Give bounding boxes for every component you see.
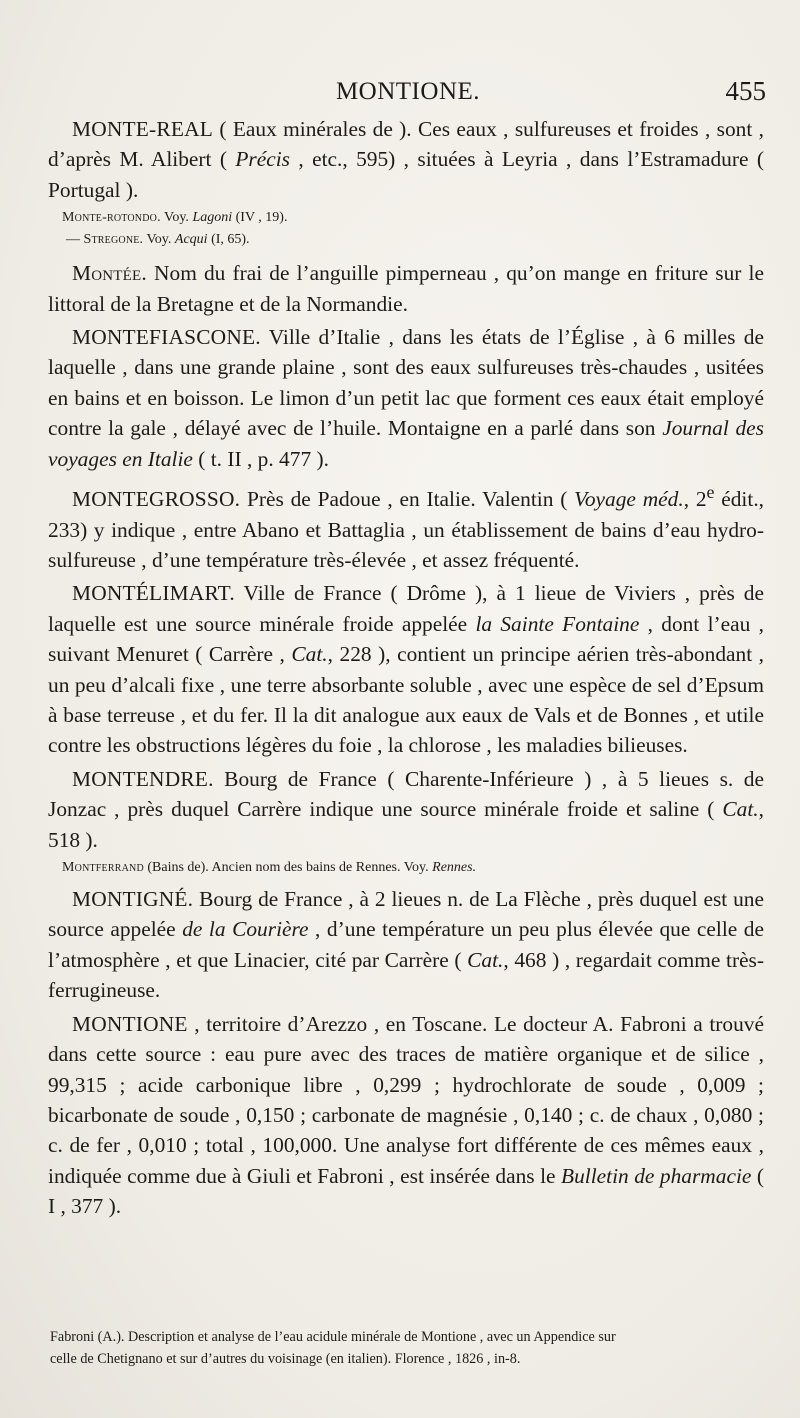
entry-italic: Cat. xyxy=(722,797,759,822)
entry-text: ( Eaux minérales de ). Ces eaux , sulfureuses et froides , sont , d’après M. Alibert ( xyxy=(48,117,764,172)
entry-montelimart xyxy=(48,578,764,760)
footnote xyxy=(50,1326,766,1370)
entry-text: Voy. xyxy=(160,210,193,226)
entry-italic: Précis xyxy=(235,147,290,172)
entry-italic: Journal des voyages en Italie xyxy=(48,416,764,471)
entry-italic: Rennes. xyxy=(432,860,477,876)
entry-headword: MONTIONE xyxy=(72,1011,188,1036)
entry-text: Bourg de France ( Charente-Inférieure ) , à 5 lieues s. de Jonzac , près duquel Carrère indique une source minérale froide et saline ( xyxy=(48,766,764,822)
entry-headword: Stregone. xyxy=(83,232,144,248)
entry-italic: de la Courière xyxy=(182,917,309,942)
entry-text: (I, 65). xyxy=(207,232,250,248)
entry-headword: MONTIGNÉ. xyxy=(72,887,194,912)
entry-headword: Monte-rotondo. xyxy=(62,210,161,226)
entry-text: (IV , 19). xyxy=(232,210,288,226)
entry-montione xyxy=(48,1009,764,1222)
entry-text: , dont l’eau , suivant Menuret ( Carrère , xyxy=(48,611,764,667)
entry-text: , 468 ) , regardait comme très-ferrugineuse. xyxy=(48,947,765,1003)
entry-text: , territoire d’Arezzo , en Toscane. Le docteur A. Fabroni a trouvé dans cette source : eau pure avec des traces de matière organique et de silice , 99,315 ; acide carbonique libre , 0,299 ; hydrochlorate de soude , 0,009 ; bicarbonate de soude , 0,150 ; carbonate de magnésie , 0,140 ; c. de chaux , 0,080 ; c. de fer , 0,010 ; total , 100,000. Une analyse fort différente de ces mêmes eaux , indiquée comme due à Giuli et Fabroni , est insérée dans le xyxy=(48,1011,764,1188)
entry-stregone xyxy=(48,230,764,250)
page-header xyxy=(48,78,768,112)
entry-dash: — xyxy=(66,232,84,248)
entry-headword: MONTEFIASCONE. xyxy=(72,325,261,350)
entry-headword: Montée. xyxy=(72,261,147,286)
entry-text: , 518 ). xyxy=(48,797,764,852)
entry-montendre xyxy=(48,764,764,855)
footnote-line: Fabroni (A.). Description et analyse de l’eau acidule minérale de Montione , avec un Appendice sur xyxy=(50,1329,616,1345)
entry-text: Nom du frai de l’anguille pimperneau , qu’on mange en friture sur le littoral de la Bretagne et de la Normandie. xyxy=(48,261,764,316)
entry-text: Ville de France ( Drôme ), à 1 lieue de Viviers , près de laquelle est une source minérale froide appelée xyxy=(48,581,764,636)
entry-monte-real xyxy=(48,114,764,205)
entry-headword: Montferrand xyxy=(62,860,144,876)
entry-montigne xyxy=(48,884,764,1006)
entry-montegrosso xyxy=(48,477,764,575)
entry-text: (Bains de). Ancien nom des bains de Rennes. Voy. xyxy=(143,860,433,876)
entry-headword: MONTEGROSSO. xyxy=(72,487,241,512)
entry-text: , 228 ), contient un principe aérien très-abondant , un peu d’alcali fixe , une terre absorbante soluble , avec une espèce de sel d’Epsum à base terreuse , et du fer. Il la dit analogue aux eaux de Vals et de Bonnes , et utile contre les obstructions légères du foie , la chlorose , les maladies bilieuses. xyxy=(48,642,764,758)
entry-text: , d’une température un peu plus élevée que celle de l’atmosphère , et que Linacier, cité par Carrère ( xyxy=(48,917,764,972)
entry-text: , etc., 595) , situées à Leyria , dans l’Estramadure ( Portugal ). xyxy=(48,147,764,202)
entry-italic: Cat. xyxy=(291,642,328,667)
entry-text: Bourg de France , à 2 lieues n. de La Flèche , près duquel est une source appelée xyxy=(48,887,764,942)
entry-text: ( t. II , p. 477 ). xyxy=(192,446,329,471)
entry-italic: Acqui xyxy=(174,232,208,248)
entry-text: ( I , 377 ). xyxy=(48,1163,764,1219)
page-number: 455 xyxy=(725,76,766,106)
entry-montferrand xyxy=(48,858,764,878)
entry-italic: Bulletin de pharmacie xyxy=(561,1163,752,1188)
entry-italic: la Sainte Fontaine xyxy=(475,611,640,636)
entry-text: Ville d’Italie , dans les états de l’Église , à 6 milles de laquelle , dans une grande plaine , sont des eaux sulfureuses très-chaudes , usitées en bains et en boisson. Le limon d’un petit lac que forment ces eaux était employé contre la gale , délayé avec de l’huile. Montaigne en a parlé dans son xyxy=(48,325,764,441)
entry-italic: Lagoni xyxy=(192,210,233,226)
entry-text: Près de Padoue , en Italie. Valentin ( xyxy=(240,487,575,512)
running-head: MONTIONE. xyxy=(335,78,481,105)
entry-montee xyxy=(48,258,764,319)
entry-text: édit., 233) y indique , entre Abano et Battaglia , un établissement de bains d’eau hydro-sulfureuse , d’une température très-élevée , et assez fréquenté. xyxy=(48,487,765,572)
entry-headword: MONTÉLIMART. xyxy=(72,581,235,606)
entry-montefiascone xyxy=(48,322,764,474)
entry-headword: MONTENDRE. xyxy=(72,766,214,791)
entry-text: Voy. xyxy=(143,232,175,248)
entry-text: , 2 xyxy=(683,487,707,512)
footnote-line: celle de Chetignano et sur d’autres du voisinage (en italien). Florence , 1826 , in-8. xyxy=(50,1351,521,1367)
entry-italic: Voyage méd. xyxy=(574,487,684,512)
entry-monte-rotondo xyxy=(48,208,764,228)
entry-headword: MONTE-REAL xyxy=(72,117,214,141)
entry-superscript: e xyxy=(706,482,715,503)
page-body xyxy=(48,114,764,1225)
entry-italic: Cat. xyxy=(467,947,504,972)
